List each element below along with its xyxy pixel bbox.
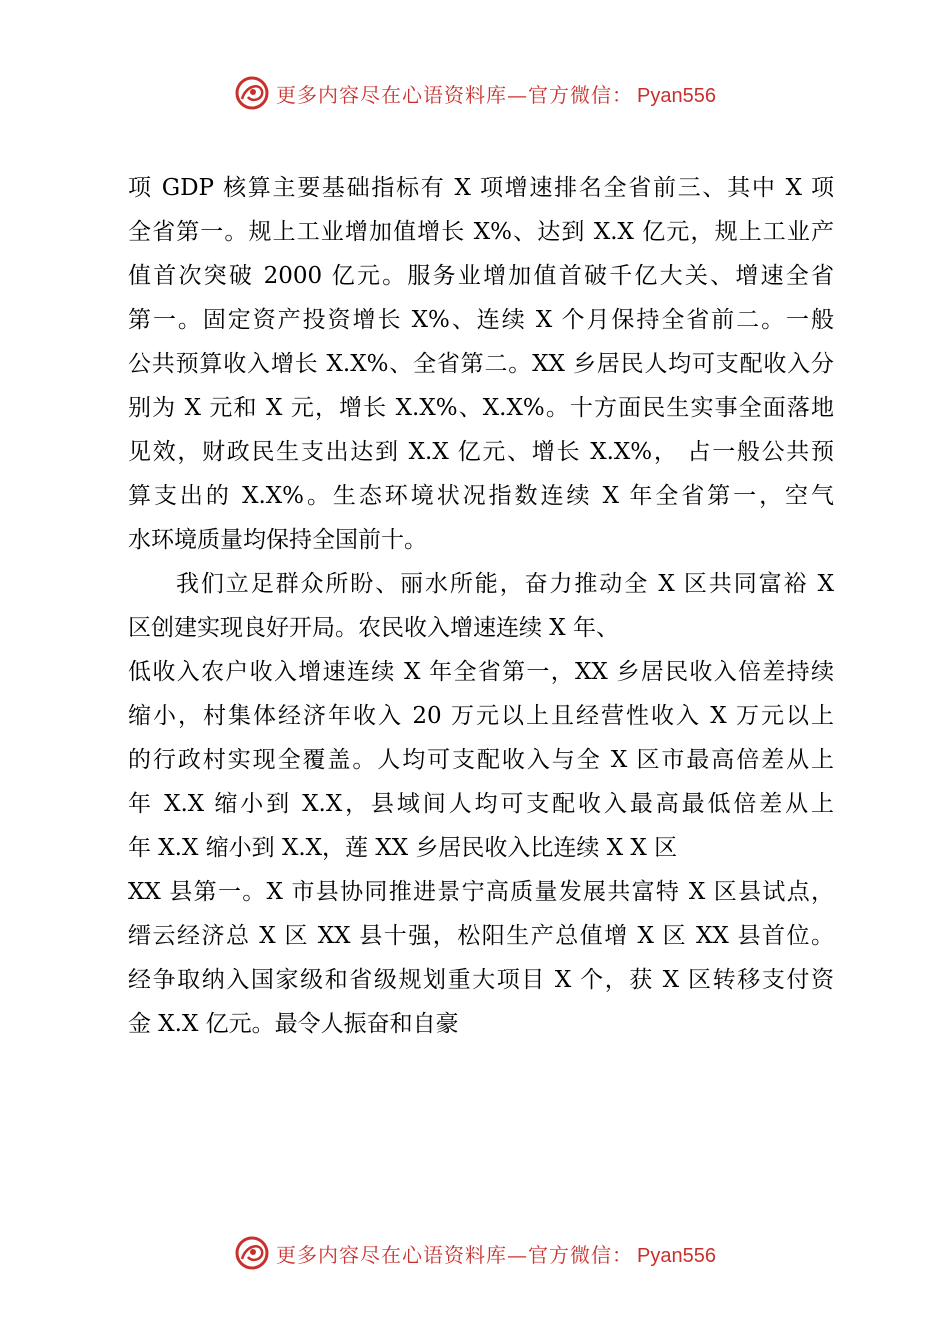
text-line: 值首次突破 2000 亿元。服务业增加值首破千亿大关、增速全省: [128, 263, 834, 289]
footer-wechat-id: Pyan556: [637, 1244, 716, 1267]
footer-banner-text: [276, 1239, 716, 1268]
red-swirl-logo-icon: [234, 75, 270, 111]
text-line: 的行政村实现全覆盖。人均可支配收入与全 X 区市最高倍差从上: [128, 747, 834, 773]
header-banner: [0, 73, 950, 113]
red-swirl-logo-icon: [234, 1235, 270, 1271]
text-line: 我们立足群众所盼、丽水所能，奋力推动全 X 区共同富裕 X: [176, 571, 834, 597]
text-line: 别为 X 元和 X 元，增长 X.X%、X.X%。十方面民生实事全面落地: [128, 395, 834, 421]
footer-banner: [0, 1233, 950, 1273]
text-line: 区创建实现良好开局。农民收入增速连续 X 年、: [128, 615, 619, 641]
text-line: 公共预算收入增长 X.X%、全省第二。XX 乡居民人均可支配收入分: [128, 351, 834, 377]
text-line: 年 X.X 缩小到 X.X，县域间人均可支配收入最高最低倍差从上: [128, 791, 834, 817]
text-line: 全省第一。规上工业增加值增长 X%、达到 X.X 亿元，规上工业产: [128, 219, 834, 245]
text-line: XX 县第一。X 市县协同推进景宁高质量发展共富特 X 区县试点，: [128, 879, 834, 905]
text-line: 第一。固定资产投资增长 X%、连续 X 个月保持全省前二。一般: [128, 307, 834, 333]
footer-banner-label: 更多内容尽在心语资料库—官方微信：: [276, 1242, 634, 1267]
text-line: 金 X.X 亿元。最令人振奋和自豪: [128, 1011, 459, 1037]
header-wechat-id: Pyan556: [637, 84, 716, 107]
header-banner-label: 更多内容尽在心语资料库—官方微信：: [276, 82, 634, 107]
header-banner-text: [276, 79, 716, 108]
document-body: [128, 166, 834, 1046]
text-line: 见效，财政民生支出达到 X.X 亿元、增长 X.X%， 占一般公共预: [128, 439, 834, 465]
text-line: 项 GDP 核算主要基础指标有 X 项增速排名全省前三、其中 X 项: [128, 175, 834, 201]
text-line: 水环境质量均保持全国前十。: [128, 527, 427, 553]
text-line: 算支出的 X.X%。生态环境状况指数连续 X 年全省第一，空气: [128, 483, 834, 509]
text-line: 低收入农户收入增速连续 X 年全省第一，XX 乡居民收入倍差持续: [128, 659, 834, 685]
text-line: 年 X.X 缩小到 X.X，莲 XX 乡居民收入比连续 X X 区: [128, 835, 678, 861]
text-line: 经争取纳入国家级和省级规划重大项目 X 个，获 X 区转移支付资: [128, 967, 834, 993]
text-line: 缩小，村集体经济年收入 20 万元以上且经营性收入 X 万元以上: [128, 703, 834, 729]
text-line: 缙云经济总 X 区 XX 县十强，松阳生产总值增 X 区 XX 县首位。: [128, 923, 834, 949]
